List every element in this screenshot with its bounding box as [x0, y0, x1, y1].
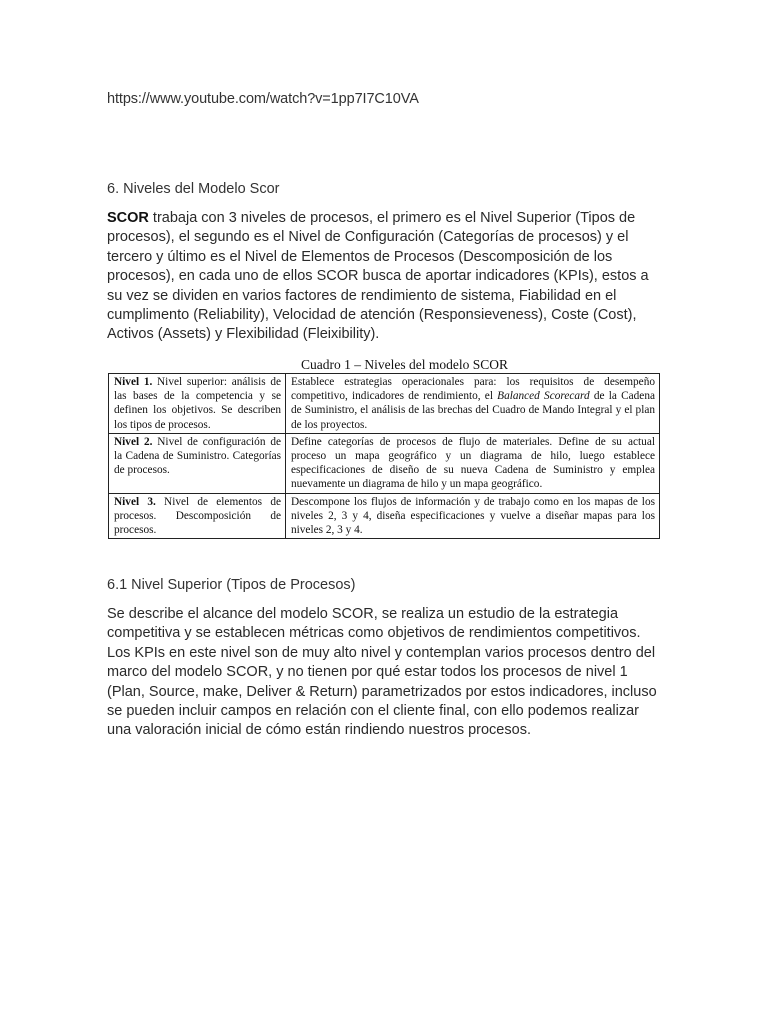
level-cell [109, 493, 286, 539]
detail-cell [286, 374, 660, 434]
detail-text: Descompone los flujos de información y de trabajo como en los mapas de los niveles 2, 3 y 4, diseña especificaciones y vuelve a diseñar mapas para los niveles 2, 3 y 4. [291, 495, 655, 537]
detail-text: Define categorías de procesos de flujo de materiales. Define de su actual proceso un mapa geográfico y un diagrama de hilo, luego establece especificaciones de diseño de su nueva Cadena de Suministro y emplea nuevamente un diagrama de hilo y un mapa geográfico. [291, 435, 655, 491]
detail-text: Establece estrategias operacionales para: los requisitos de desempeño competitivo, indicadores de rendimiento, el [291, 376, 655, 403]
section-6-1-paragraph: Se describe el alcance del modelo SCOR, se realiza un estudio de la estrategia competitiva y se establecen métricas como objetivos de rendimientos competitivos. Los KPIs en este nivel son de muy alto nivel y contemplan varios procesos dentro del marco del modelo SCOR, y no tienen por qué estar todos los procesos de nivel 1 (Plan, Source, make, Deliver & Return) parametrizados por estos indicadores, incluso se pueden incluir campos en relación con el cliente final, con ello podemos realizar una valoración inicial de cómo están rindiendo nuestros procesos. [107, 606, 657, 739]
detail-italic-term: Balanced Scorecard [497, 390, 590, 403]
scor-bold-term: SCOR [107, 210, 149, 226]
table-row [109, 493, 660, 539]
section-6-text: trabaja con 3 niveles de procesos, el primero es el Nivel Superior (Tipos de procesos), el segundo es el Nivel de Configuración (Categorías de procesos) y el tercero y último es el Nivel de Elementos de Procesos (Descomposición de los procesos), en cada uno de ellos SCOR busca de aportar indicadores (KPIs), estos a su vez se dividen en varios factores de rendimiento de sistema, Fiabilidad en el cumplimento (Reliability), Velocidad de atención (Responsieveness), Coste (Cost), Activos (Assets) y Flexibilidad (Fleixibility). [107, 210, 649, 343]
level-description: Nivel superior: análisis de las bases de la competencia y se definen los objetivos. Se describen los tipos de procesos. [114, 376, 281, 431]
level-label: Nivel 3. [114, 495, 156, 508]
table-row [109, 433, 660, 493]
level-description: Nivel de configuración de la Cadena de Suministro. Categorías de procesos. [114, 435, 281, 477]
scor-levels-table [108, 373, 660, 539]
level-label: Nivel 1. [114, 376, 153, 388]
level-cell [109, 433, 286, 493]
table-caption: Cuadro 1 – Niveles del modelo SCOR [301, 357, 508, 372]
level-description: Nivel de elementos de procesos. Descomposición de procesos. [114, 495, 281, 537]
section-6-1-heading: 6.1 Nivel Superior (Tipos de Procesos) [107, 577, 356, 593]
video-url-text: https://www.youtube.com/watch?v=1pp7I7C10VA [107, 91, 419, 107]
detail-cell [286, 493, 660, 539]
section-6-heading: 6. Niveles del Modelo Scor [107, 181, 280, 197]
detail-cell [286, 433, 660, 493]
detail-text-end: de la Cadena de Suministro, el análisis de las brechas del Cuadro de Mando Integral y el plan de los proyectos. [291, 390, 655, 431]
scor-levels-figure [108, 356, 661, 539]
table-row [109, 374, 660, 434]
level-cell [109, 374, 286, 434]
level-label: Nivel 2. [114, 435, 153, 448]
section-6-paragraph [107, 209, 667, 345]
